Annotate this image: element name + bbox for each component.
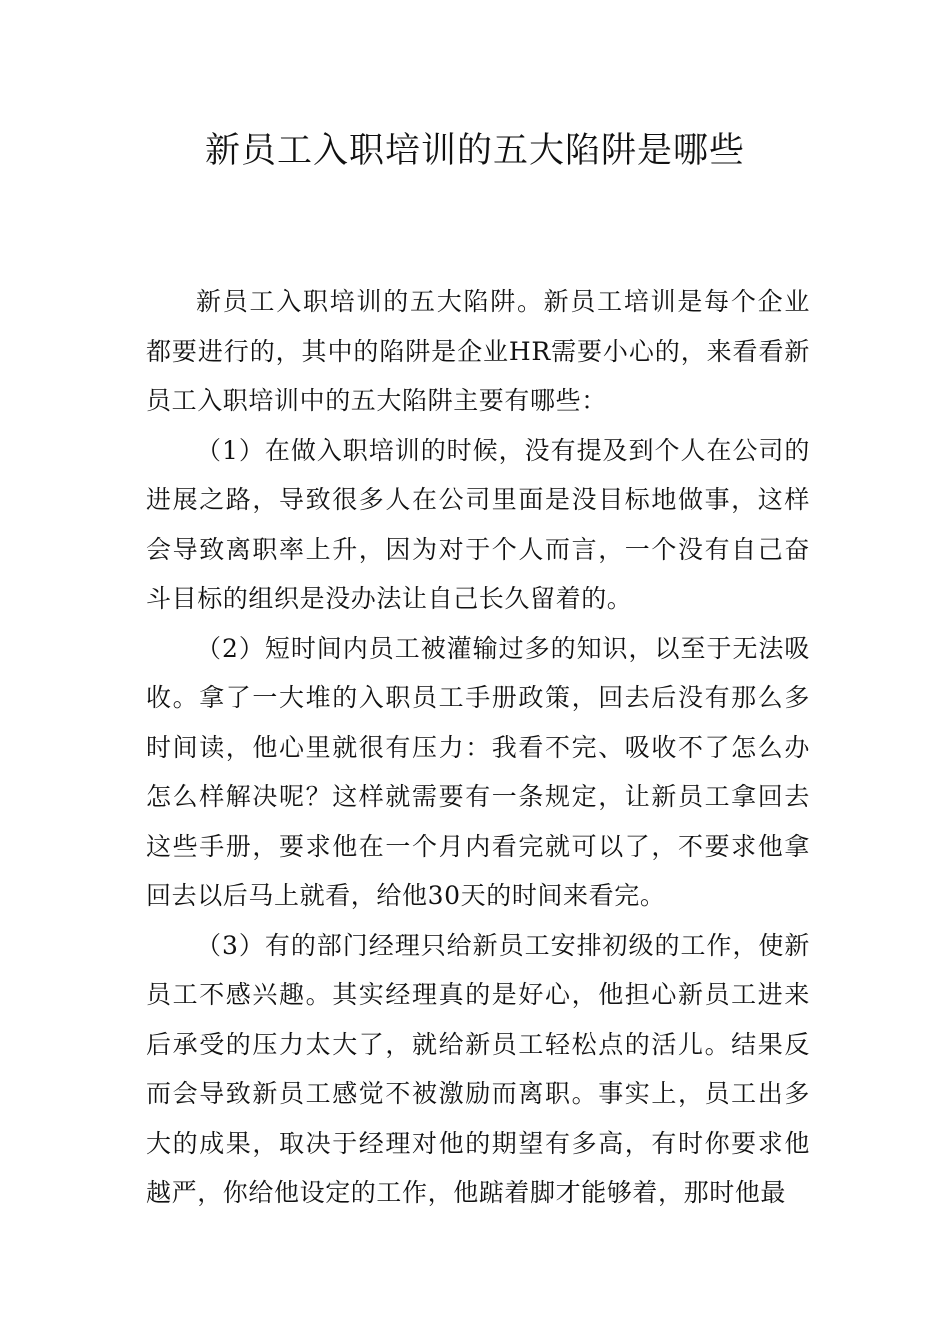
paragraph-item-1: （1）在做入职培训的时候，没有提及到个人在公司的进展之路，导致很多人在公司里面是没目标地做事，这样会导致离职率上升，因为对于个人而言，一个没有自己奋斗目标的组织是没办法让自己长久留着的。 [146,435,810,613]
document-body [146,277,810,1218]
document-title: 新员工入职培训的五大陷阱是哪些 [204,131,745,171]
paragraph-item-3: （3）有的部门经理只给新员工安排初级的工作，使新员工不感兴趣。其实经理真的是好心，他担心新员工进来后承受的压力太大了，就给新员工轻松点的活儿。结果反而会导致新员工感觉不被激励而离职。事实上，员工出多大的成果，取决于经理对他的期望有多高，有时你要求他越严，你给他设定的工作，他踮着脚才能够着，那时他最 [146,930,810,1207]
paragraph-item-2: （2）短时间内员工被灌输过多的知识，以至于无法吸收。拿了一大堆的入职员工手册政策，回去后没有那么多时间读，他心里就很有压力：我看不完、吸收不了怎么办怎么样解决呢？这样就需要有一条规定，让新员工拿回去这些手册，要求他在一个月内看完就可以了，不要求他拿回去以后马上就看，给他30天的时间来看完。 [146,633,810,910]
paragraph-intro: 新员工入职培训的五大陷阱。新员工培训是每个企业都要进行的，其中的陷阱是企业HR需要小心的，来看看新员工入职培训中的五大陷阱主要有哪些： [146,287,810,415]
